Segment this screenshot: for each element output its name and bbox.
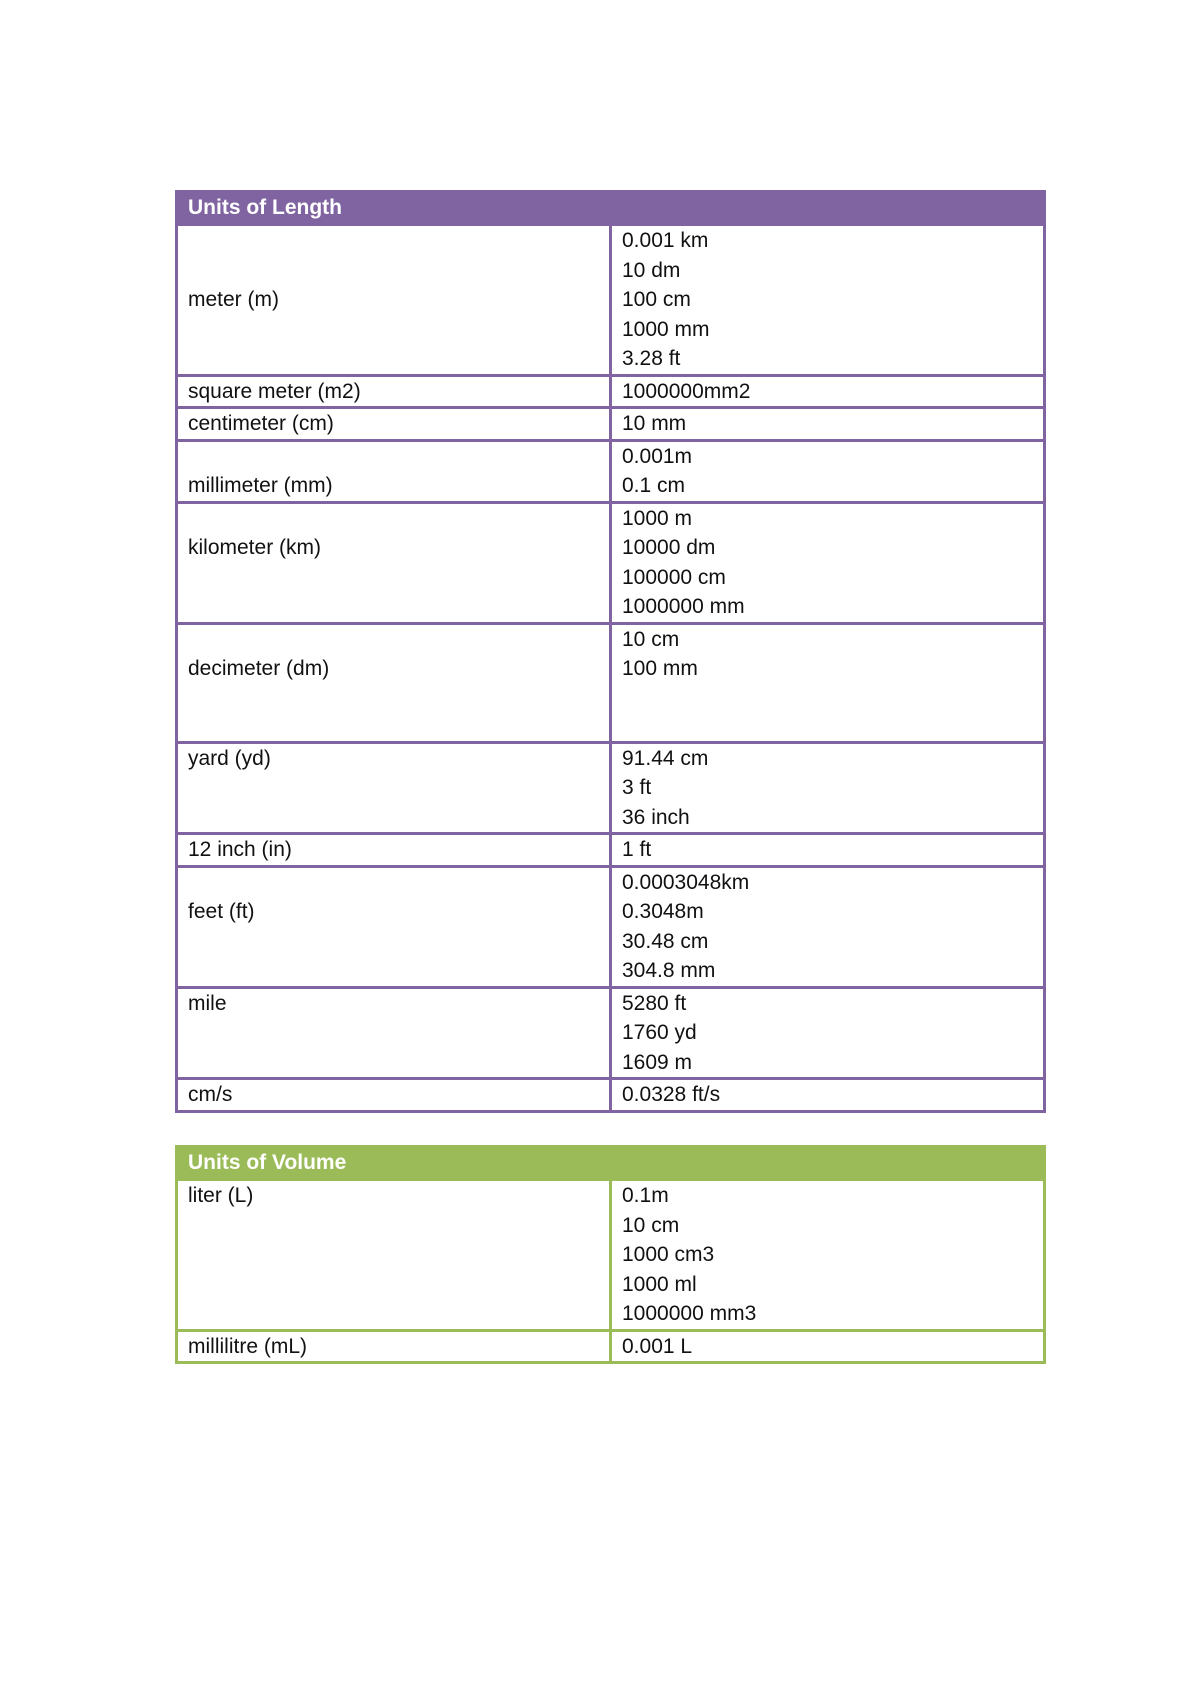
table-row <box>177 866 1045 987</box>
conversion-value: 10 dm <box>622 258 681 282</box>
length-units-table <box>175 190 1046 1113</box>
conversion-value: 0.3048m <box>622 900 704 923</box>
table-row <box>177 1180 1045 1331</box>
conversion-value: 100000 cm <box>622 565 726 589</box>
unit-name: kilometer (km) <box>188 535 322 559</box>
conversion-value: 1609 m <box>622 1050 693 1074</box>
table-row <box>177 502 1045 623</box>
conversion-cell <box>611 866 1045 987</box>
conversion-value: 1000 mm <box>622 317 710 341</box>
conversion-value: 1000 cm3 <box>622 1243 715 1266</box>
unit-name-cell <box>177 742 611 834</box>
unit-name: millilitre (mL) <box>188 1334 307 1358</box>
conversion-value: 10 cm <box>622 1213 680 1237</box>
unit-name: centimeter (cm) <box>188 412 334 435</box>
unit-name: cm/s <box>188 1083 233 1106</box>
length-table-title: Units of Length <box>177 192 1045 225</box>
unit-name-cell <box>177 502 611 623</box>
table-row <box>177 440 1045 502</box>
unit-name: square meter (m2) <box>188 379 361 403</box>
conversion-cell <box>611 440 1045 502</box>
unit-name-cell <box>177 834 611 867</box>
unit-name-cell <box>177 1079 611 1112</box>
conversion-value: 0.001 km <box>622 229 709 252</box>
table-row <box>177 1079 1045 1112</box>
conversion-value: 1000000mm2 <box>622 379 751 403</box>
table-row <box>177 225 1045 376</box>
conversion-cell <box>611 502 1045 623</box>
unit-name: feet (ft) <box>188 899 255 923</box>
conversion-cell <box>611 225 1045 376</box>
conversion-value: 1 ft <box>622 838 652 861</box>
conversion-cell <box>611 834 1045 867</box>
conversion-value: 30.48 cm <box>622 929 709 953</box>
conversion-value: 100 cm <box>622 288 691 311</box>
unit-name-cell <box>177 623 611 742</box>
conversion-value: 1000 ml <box>622 1272 697 1296</box>
unit-name-cell <box>177 1180 611 1331</box>
unit-name-cell <box>177 225 611 376</box>
unit-name-cell <box>177 375 611 408</box>
conversion-value: 10 mm <box>622 412 687 435</box>
conversion-value: 36 inch <box>622 805 690 829</box>
unit-name: mile <box>188 991 227 1015</box>
volume-units-table <box>175 1145 1046 1364</box>
conversion-value: 0.1m <box>622 1184 669 1207</box>
conversion-cell <box>611 408 1045 441</box>
conversion-value: 0.0003048km <box>622 870 750 894</box>
unit-name: decimeter (dm) <box>188 656 330 680</box>
conversion-value: 10 cm <box>622 627 680 651</box>
table-row <box>177 742 1045 834</box>
unit-name-cell <box>177 987 611 1079</box>
conversion-value: 0.001 L <box>622 1334 693 1358</box>
table-row <box>177 1330 1045 1363</box>
conversion-cell <box>611 987 1045 1079</box>
conversion-value: 0.1 cm <box>622 474 686 497</box>
unit-name: millimeter (mm) <box>188 474 333 497</box>
unit-name: 12 inch (in) <box>188 838 292 861</box>
conversion-cell <box>611 1079 1045 1112</box>
unit-name-cell <box>177 440 611 502</box>
conversion-value: 1000000 mm <box>622 595 745 618</box>
conversion-value: 1000000 mm3 <box>622 1302 757 1325</box>
table-row <box>177 834 1045 867</box>
conversion-value: 3 ft <box>622 776 652 799</box>
conversion-value: 0.0328 ft/s <box>622 1083 721 1106</box>
conversion-value: 1000 m <box>622 506 693 530</box>
unit-name-cell <box>177 1330 611 1363</box>
unit-name: meter (m) <box>188 288 279 311</box>
unit-name: liter (L) <box>188 1184 254 1207</box>
conversion-cell <box>611 375 1045 408</box>
conversion-cell <box>611 1330 1045 1363</box>
conversion-cell <box>611 742 1045 834</box>
table-row <box>177 375 1045 408</box>
conversion-value: 0.001m <box>622 444 693 468</box>
unit-name: yard (yd) <box>188 746 271 770</box>
unit-name-cell <box>177 866 611 987</box>
conversion-value: 100 mm <box>622 657 698 680</box>
conversion-value: 5280 ft <box>622 991 687 1015</box>
length-table-header-row <box>177 192 1045 225</box>
conversion-value: 91.44 cm <box>622 746 709 770</box>
unit-name-cell <box>177 408 611 441</box>
table-row <box>177 987 1045 1079</box>
table-row <box>177 408 1045 441</box>
volume-table-title: Units of Volume <box>177 1147 1045 1180</box>
conversion-cell <box>611 623 1045 742</box>
conversion-value: 304.8 mm <box>622 959 716 982</box>
table-row <box>177 623 1045 742</box>
conversion-value: 1760 yd <box>622 1021 697 1044</box>
volume-table-header-row <box>177 1147 1045 1180</box>
conversion-cell <box>611 1180 1045 1331</box>
conversion-value: 10000 dm <box>622 536 716 559</box>
conversion-value: 3.28 ft <box>622 347 681 370</box>
